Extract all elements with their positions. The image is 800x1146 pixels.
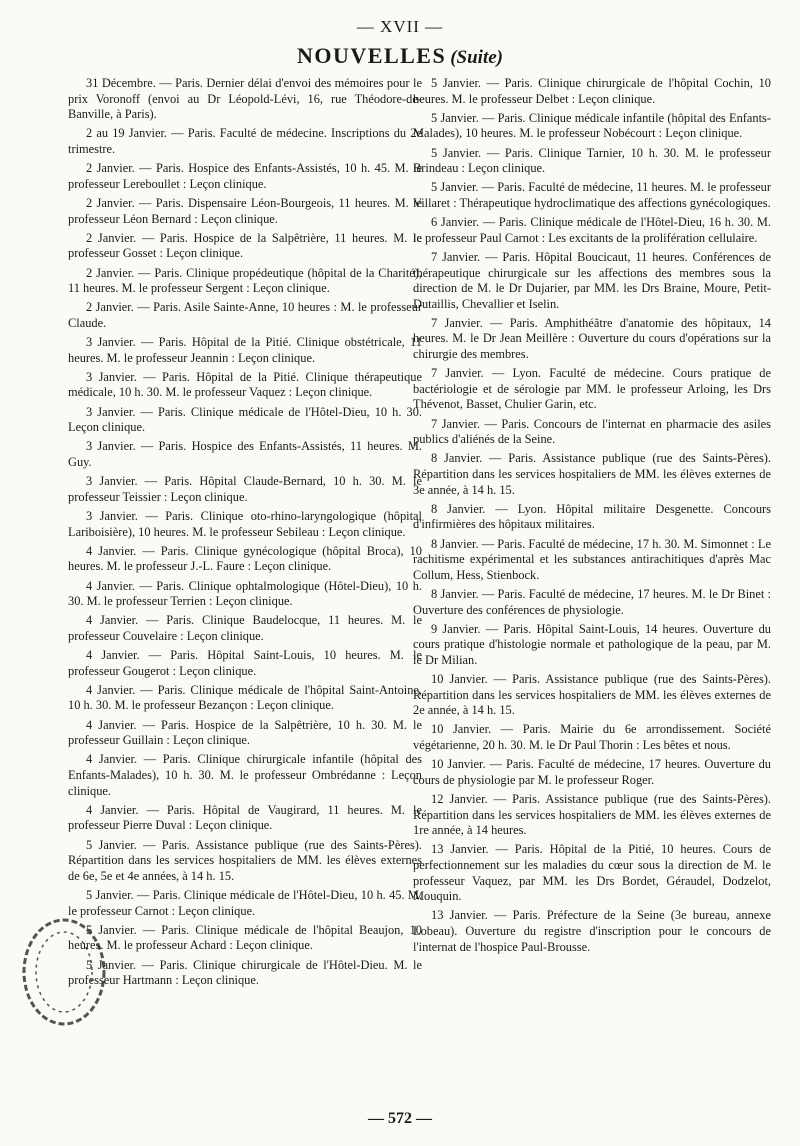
announcement-entry: 7 Janvier. — Lyon. Faculté de médecine. Cours pratique de bactériologie et de sérologie par MM. le professeur Arloing, les Drs Thévenot, Basset, Chulier Garin, etc. [413, 366, 771, 412]
right-column [413, 76, 771, 959]
announcement-entry: 8 Janvier. — Paris. Faculté de médecine, 17 h. 30. M. Simonnet : Le rachitisme expérimental et les substances antirachitiques d'après Mac Collum, Hess, Stienbock. [413, 536, 771, 582]
section-title [0, 43, 800, 69]
announcement-entry: 13 Janvier. — Paris. Hôpital de la Pitié, 10 heures. Cours de perfectionnement sur les maladies du cœur sous la direction de M. le professeur Vaquez, par MM. les Drs Bordet, Géraudel, Dodzelot, Mouquin. [413, 842, 771, 904]
announcement-entry: 3 Janvier. — Paris. Hôpital de la Pitié. Clinique thérapeutique médicale, 10 h. 30. M. le professeur Vaquez : Leçon clinique. [68, 369, 422, 400]
library-stamp [18, 910, 122, 1030]
announcement-entry: 10 Janvier. — Paris. Faculté de médecine, 17 heures. Ouverture du cours de physiologie par M. le professeur Roger. [413, 757, 771, 787]
announcement-entry: 2 Janvier. — Paris. Asile Sainte-Anne, 10 heures : M. le professeur Claude. [68, 300, 422, 330]
announcement-entry: 3 Janvier. — Paris. Hospice des Enfants-Assistés, 11 heures. M. Guy. [68, 439, 422, 469]
announcement-entry: 8 Janvier. — Paris. Assistance publique (rue des Saints-Pères). Répartition dans les services hospitaliers de MM. les élèves externes de 3e année, à 14 h. 15. [413, 451, 771, 497]
section-title-subtitle: (Suite) [450, 47, 503, 68]
announcement-entry: 2 au 19 Janvier. — Paris. Faculté de médecine. Inscriptions du 2e trimestre. [68, 126, 422, 156]
page-number: — 572 — [368, 1110, 432, 1127]
announcement-entry: 2 Janvier. — Paris. Dispensaire Léon-Bourgeois, 11 heures. M. le professeur Léon Bernard : Leçon clinique. [68, 195, 422, 226]
announcement-entry: 2 Janvier. — Paris. Hospice de la Salpêtrière, 11 heures. M. le professeur Gosset : Leçon clinique. [68, 230, 422, 261]
announcement-entry: 2 Janvier. — Paris. Clinique propédeutique (hôpital de la Charité), 11 heures. M. le professeur Sergent : Leçon clinique. [68, 265, 422, 296]
announcement-entry: 4 Janvier. — Paris. Hôpital de Vaugirard, 11 heures. M. le professeur Pierre Duval : Leçon clinique. [68, 802, 422, 833]
announcement-entry: 5 Janvier. — Paris. Faculté de médecine, 11 heures. M. le professeur Villaret : Thérapeutique hydroclimatique des affections gynécologiques. [413, 180, 771, 210]
announcement-entry: 10 Janvier. — Paris. Assistance publique (rue des Saints-Pères). Répartition dans les services hospitaliers de MM. les élèves externes de 2e année, à 14 h. 15. [413, 672, 771, 718]
announcement-entry: 2 Janvier. — Paris. Hospice des Enfants-Assistés, 10 h. 45. M. le professeur Lereboullet : Leçon clinique. [68, 161, 422, 191]
announcement-entry: 6 Janvier. — Paris. Clinique médicale de l'Hôtel-Dieu, 16 h. 30. M. le professeur Paul Carnot : Les excitants de la prolifération cellulaire. [413, 215, 771, 245]
announcement-entry: 8 Janvier. — Lyon. Hôpital militaire Desgenette. Concours d'infirmières des hôpitaux militaires. [413, 501, 771, 532]
announcement-entry: 31 Décembre. — Paris. Dernier délai d'envoi des mémoires pour le prix Voronoff (envoi au Dr Léopold-Lévi, 16, rue Théodore-de-Banville, à Paris). [68, 76, 422, 122]
announcement-entry: 4 Janvier. — Paris. Clinique gynécologique (hôpital Broca), 10 heures. M. le professeur J.-L. Faure : Leçon clinique. [68, 543, 422, 574]
announcement-entry: 3 Janvier. — Paris. Hôpital Claude-Bernard, 10 h. 30. M. le professeur Teissier : Leçon clinique. [68, 474, 422, 504]
announcement-entry: 4 Janvier. — Paris. Clinique médicale de l'hôpital Saint-Antoine, 10 h. 30. M. le professeur Bezançon : Leçon clinique. [68, 682, 422, 713]
announcement-entry: 5 Janvier. — Paris. Clinique chirurgicale de l'Hôtel-Dieu. M. le professeur Hartmann : Leçon clinique. [68, 957, 422, 988]
left-column [68, 76, 422, 992]
announcement-entry: 7 Janvier. — Paris. Amphithéâtre d'anatomie des hôpitaux, 14 heures. M. le Dr Jean Meillère : Ouverture du cours d'opérations sur la chirurgie des membres. [413, 315, 771, 362]
announcement-entry: 5 Janvier. — Paris. Clinique chirurgicale de l'hôpital Cochin, 10 heures. M. le professeur Delbet : Leçon clinique. [413, 76, 771, 106]
announcement-entry: 5 Janvier. — Paris. Clinique médicale de l'hôpital Beaujon, 10 heures. M. le professeur Achard : Leçon clinique. [68, 922, 422, 953]
announcement-entry: 12 Janvier. — Paris. Assistance publique (rue des Saints-Pères). Répartition dans les services hospitaliers de MM. les élèves externes de 1re année, à 14 heures. [413, 792, 771, 838]
announcement-entry: 9 Janvier. — Paris. Hôpital Saint-Louis, 14 heures. Ouverture du cours pratique d'histologie normale et pathologique de la peau, par M. le Dr Milian. [413, 621, 771, 667]
announcement-entry: 5 Janvier. — Paris. Clinique Tarnier, 10 h. 30. M. le professeur Brindeau : Leçon clinique. [413, 145, 771, 176]
announcement-entry: 3 Janvier. — Paris. Clinique médicale de l'Hôtel-Dieu, 10 h. 30. Leçon clinique. [68, 404, 422, 435]
announcement-entry: 4 Janvier. — Paris. Clinique ophtalmologique (Hôtel-Dieu), 10 h. 30. M. le professeur Terrien : Leçon clinique. [68, 578, 422, 609]
announcement-entry: 4 Janvier. — Paris. Hôpital Saint-Louis, 10 heures. M. le professeur Gougerot : Leçon clinique. [68, 648, 422, 678]
announcement-entry: 7 Janvier. — Paris. Concours de l'internat en pharmacie des asiles publics d'aliénés de la Seine. [413, 416, 771, 447]
announcement-entry: 13 Janvier. — Paris. Préfecture de la Seine (3e bureau, annexe Lobeau). Ouverture du registre d'inscription pour le concours de l'internat de l'hospice Paul-Brousse. [413, 908, 771, 954]
announcement-entry: 4 Janvier. — Paris. Clinique Baudelocque, 11 heures. M. le professeur Couvelaire : Leçon clinique. [68, 613, 422, 643]
announcement-entry: 8 Janvier. — Paris. Faculté de médecine, 17 heures. M. le Dr Binet : Ouverture des conférences de physiologie. [413, 586, 771, 617]
announcement-entry: 5 Janvier. — Paris. Clinique médicale infantile (hôpital des Enfants-Malades), 10 heures. M. le professeur Nobécourt : Leçon clinique. [413, 110, 771, 141]
announcement-entry: 4 Janvier. — Paris. Hospice de la Salpêtrière, 10 h. 30. M. le professeur Guillain : Leçon clinique. [68, 717, 422, 748]
announcement-entry: 3 Janvier. — Paris. Clinique oto-rhino-laryngologique (hôpital Lariboisière), 10 heures. M. le professeur Sebileau : Leçon clinique. [68, 508, 422, 539]
announcement-entry: 5 Janvier. — Paris. Clinique médicale de l'Hôtel-Dieu, 10 h. 45. M. le professeur Carnot : Leçon clinique. [68, 887, 422, 918]
announcement-entry: 3 Janvier. — Paris. Hôpital de la Pitié. Clinique obstétricale, 11 heures. M. le professeur Jeannin : Leçon clinique. [68, 335, 422, 365]
page-header-roman-numeral: — XVII — [356, 17, 444, 36]
announcement-entry: 5 Janvier. — Paris. Assistance publique (rue des Saints-Pères). Répartition dans les services hospitaliers de MM. les élèves externes de 6e, 5e et 4e années, à 14 h. 15. [68, 837, 422, 883]
announcement-entry: 7 Janvier. — Paris. Hôpital Boucicaut, 11 heures. Conférences de thérapeutique chirurgicale sur les affections des membres sous la direction de M. le Dr Dujarier, par MM. les Drs Braine, Moure, Petit-Dutaillis, Chevallier et Iselin. [413, 249, 771, 311]
announcement-entry: 10 Janvier. — Paris. Mairie du 6e arrondissement. Société végétarienne, 20 h. 30. M. le Dr Paul Thorin : Les bêtes et nous. [413, 722, 771, 753]
section-title-main: NOUVELLES [297, 43, 447, 68]
announcement-entry: 4 Janvier. — Paris. Clinique chirurgicale infantile (hôpital des Enfants-Malades), 10 h. 30. M. le professeur Ombrédanne : Leçon clinique. [68, 752, 422, 798]
